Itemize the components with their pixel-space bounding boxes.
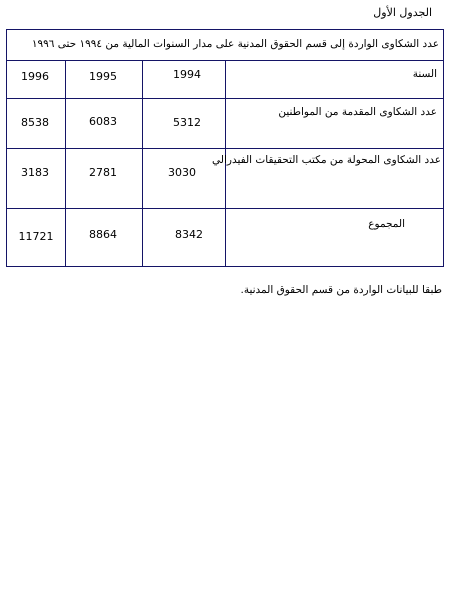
table-caption-row <box>7 30 443 61</box>
cell-citizen-1995: 6083 <box>89 115 117 128</box>
complaints-table <box>6 29 444 267</box>
cell-total-1994: 8342 <box>175 228 203 241</box>
cell-fbi-1995: 2781 <box>89 166 117 179</box>
column-divider <box>65 60 66 266</box>
row-label-citizen-complaints: عدد الشكاوى المقدمة من المواطنين <box>278 106 437 118</box>
cell-fbi-1996: 3183 <box>21 166 49 179</box>
cell-citizen-1994: 5312 <box>173 116 201 129</box>
cell-year-1994: 1994 <box>173 68 201 81</box>
row-label-total: المجموع <box>368 218 405 230</box>
cell-year-1996: 1996 <box>21 70 49 83</box>
table-caption: عدد الشكاوى الواردة إلى قسم الحقوق المدنية على مدار السنوات المالية من ١٩٩٤ حتى ١٩٩٦ <box>31 38 439 50</box>
cell-fbi-1994: 3030 <box>168 166 196 179</box>
row-label-year: السنة <box>412 68 437 80</box>
cell-total-1995: 8864 <box>89 228 117 241</box>
source-footnote: طبقا للبيانات الواردة من قسم الحقوق المدنية. <box>240 284 442 296</box>
cell-year-1995: 1995 <box>89 70 117 83</box>
cell-citizen-1996: 8538 <box>21 116 49 129</box>
row-label-fbi-complaints: عدد الشكاوى المحولة من مكتب التحقيقات الفيدرالي <box>212 154 441 166</box>
column-divider <box>142 60 143 266</box>
page-title: الجدول الأول <box>373 6 432 19</box>
cell-total-1996: 11721 <box>18 230 54 243</box>
